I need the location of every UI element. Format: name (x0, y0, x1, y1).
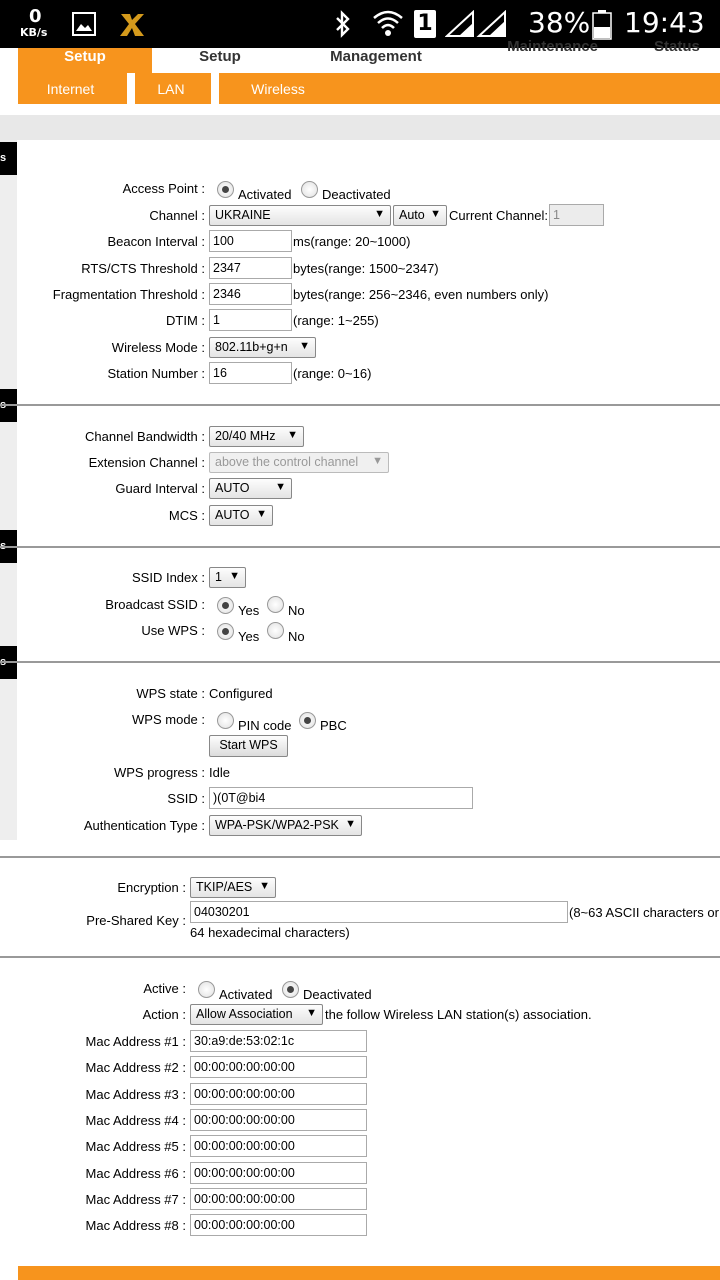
rts-threshold-input[interactable]: 2347 (209, 257, 292, 279)
mac-address-input[interactable]: 00:00:00:00:00:00 (190, 1162, 367, 1184)
broadcast-ssid-yes-label: Yes (238, 603, 260, 618)
chevron-down-icon: ▼ (345, 818, 356, 830)
mac-filter-deactivated-label: Deactivated (303, 987, 372, 1002)
mcs-select[interactable] (209, 505, 273, 526)
psk-label: Pre-Shared Key : (86, 913, 186, 928)
ssid-label: SSID : (167, 791, 205, 806)
channel-mode-select[interactable] (393, 205, 447, 226)
subtab-lan[interactable]: LAN (157, 81, 185, 97)
extension-channel-value: above the control channel (215, 455, 359, 469)
wifi-icon (372, 9, 404, 40)
use-wps-yes-label: Yes (238, 629, 260, 644)
channel-label: Channel : (149, 208, 205, 223)
wps-pbc-radio[interactable] (299, 712, 316, 729)
chevron-down-icon: ▼ (299, 340, 310, 352)
mac-address-input[interactable]: 00:00:00:00:00:00 (190, 1135, 367, 1157)
broadcast-ssid-no-radio[interactable] (267, 596, 284, 613)
broadcast-ssid-label: Broadcast SSID : (105, 597, 205, 612)
wps-progress-value: Idle (209, 765, 230, 780)
extension-channel-select (209, 452, 389, 473)
guard-interval-value: AUTO (215, 481, 250, 495)
tab-setup-active[interactable]: Setup (64, 48, 106, 65)
section-divider (0, 546, 720, 548)
fragmentation-label: Fragmentation Threshold : (52, 287, 205, 302)
mac-address-input[interactable]: 00:00:00:00:00:00 (190, 1214, 367, 1236)
psk-hint-line2: 64 hexadecimal characters) (190, 925, 350, 940)
wireless-mode-value: 802.11b+g+n (215, 340, 288, 354)
subtab-wireless[interactable]: Wireless (251, 81, 305, 97)
tab-setup[interactable]: Setup (199, 48, 241, 65)
fragmentation-input[interactable]: 2346 (209, 283, 292, 305)
network-speed-unit: KB/s (20, 26, 48, 39)
access-point-label: Access Point : (122, 181, 205, 196)
mac-address-input[interactable]: 00:00:00:00:00:00 (190, 1109, 367, 1131)
channel-bandwidth-value: 20/40 MHz (215, 429, 276, 443)
chevron-down-icon: ▼ (275, 481, 286, 493)
mac-filter-action-select[interactable] (190, 1004, 323, 1025)
auth-type-value: WPA-PSK/WPA2-PSK (215, 818, 339, 832)
extension-channel-label: Extension Channel : (88, 455, 205, 470)
beacon-interval-label: Beacon Interval : (107, 234, 205, 249)
mac-address-label: Mac Address #6 : (85, 1165, 186, 1181)
broadcast-ssid-yes-radio[interactable] (217, 597, 234, 614)
wireless-mode-select[interactable] (209, 337, 316, 358)
dtim-hint: (range: 1~255) (293, 313, 379, 328)
access-point-deactivated-label: Deactivated (322, 187, 391, 202)
start-wps-button[interactable]: Start WPS (209, 735, 288, 757)
subtab-separator (211, 73, 219, 104)
battery-percent: 38% (528, 6, 591, 39)
use-wps-label: Use WPS : (141, 623, 205, 638)
wps-state-value: Configured (209, 686, 273, 701)
channel-bandwidth-select[interactable] (209, 426, 304, 447)
use-wps-yes-radio[interactable] (217, 623, 234, 640)
sim-icon (414, 10, 436, 38)
mac-address-label: Mac Address #8 : (85, 1218, 186, 1234)
wps-pbc-label: PBC (320, 718, 347, 733)
ssid-index-label: SSID Index : (132, 570, 205, 585)
channel-mode-value: Auto (399, 208, 425, 222)
subtab-internet[interactable]: Internet (46, 81, 95, 97)
chevron-down-icon: ▼ (374, 208, 385, 220)
chevron-down-icon: ▼ (229, 570, 240, 582)
dtim-label: DTIM : (166, 313, 205, 328)
tab-status[interactable]: Status (654, 38, 700, 55)
chevron-down-icon: ▼ (287, 429, 298, 441)
rts-threshold-label: RTS/CTS Threshold : (81, 261, 205, 276)
mac-address-input[interactable]: 00:00:00:00:00:00 (190, 1056, 367, 1078)
section-divider (0, 956, 720, 958)
dtim-input[interactable]: 1 (209, 309, 292, 331)
ssid-input[interactable]: )(0T@bi4 (209, 787, 473, 809)
channel-country-value: UKRAINE (215, 208, 271, 222)
header-band (0, 115, 720, 140)
encryption-label: Encryption : (117, 880, 186, 895)
mac-filter-action-hint: the follow Wireless LAN station(s) association. (325, 1007, 592, 1022)
use-wps-no-radio[interactable] (267, 622, 284, 639)
mcs-label: MCS : (168, 508, 205, 523)
mac-address-label: Mac Address #2 : (85, 1060, 186, 1076)
image-icon (72, 12, 96, 39)
chevron-down-icon: ▼ (430, 208, 441, 220)
mcs-value: AUTO (215, 508, 250, 522)
mac-filter-activated-radio[interactable] (198, 981, 215, 998)
beacon-interval-hint: ms(range: 20~1000) (293, 234, 411, 249)
ssid-index-value: 1 (215, 570, 222, 584)
footer-bar (18, 1266, 720, 1280)
chevron-down-icon: ▼ (306, 1007, 317, 1019)
mac-address-label: Mac Address #3 : (85, 1086, 186, 1102)
encryption-select[interactable] (190, 877, 276, 898)
mac-address-input[interactable]: 30:a9:de:53:02:1c (190, 1030, 367, 1052)
station-number-input[interactable]: 16 (209, 362, 292, 384)
access-point-activated-label: Activated (238, 187, 292, 202)
chevron-down-icon: ▼ (259, 880, 270, 892)
station-number-hint: (range: 0~16) (293, 366, 372, 381)
network-speed-value: 0 (29, 6, 42, 27)
guard-interval-select[interactable] (209, 478, 292, 499)
mac-filter-action-label: Action : (142, 1007, 186, 1022)
section-divider (0, 404, 720, 406)
subtab-separator (127, 73, 135, 104)
mac-filter-activated-label: Activated (219, 987, 273, 1002)
use-wps-no-label: No (288, 629, 305, 644)
mac-filter-active-label: Active : (143, 981, 186, 996)
clock: 19:43 (624, 6, 705, 39)
guard-interval-label: Guard Interval : (115, 481, 205, 496)
section-divider (0, 661, 720, 663)
bluetooth-icon (333, 10, 353, 41)
wps-mode-label: WPS mode : (132, 712, 205, 727)
mac-filter-deactivated-radio[interactable] (282, 981, 299, 998)
ssid-index-select[interactable] (209, 567, 246, 588)
wps-pin-code-label: PIN code (238, 718, 292, 733)
rts-threshold-hint: bytes(range: 1500~2347) (293, 261, 439, 276)
channel-country-select[interactable] (209, 205, 391, 226)
mac-address-label: Mac Address #4 : (85, 1112, 186, 1128)
access-point-activated-radio[interactable] (217, 181, 234, 198)
auth-type-label: Authentication Type : (83, 818, 205, 833)
section-title-stub: s (0, 142, 17, 175)
chevron-down-icon: ▼ (256, 508, 267, 520)
mac-address-input[interactable]: 00:00:00:00:00:00 (190, 1083, 367, 1105)
access-point-deactivated-radio[interactable] (301, 181, 318, 198)
broadcast-ssid-no-label: No (288, 603, 305, 618)
auth-type-select[interactable] (209, 815, 362, 836)
mac-filter-action-value: Allow Association (196, 1007, 293, 1021)
mac-address-input[interactable]: 00:00:00:00:00:00 (190, 1188, 367, 1210)
mac-address-label: Mac Address #1 : (85, 1034, 186, 1049)
wps-state-label: WPS state : (136, 686, 205, 701)
chevron-down-icon: ▼ (372, 455, 383, 467)
wps-progress-label: WPS progress : (113, 765, 205, 780)
app-x-icon (118, 10, 146, 41)
wireless-mode-label: Wireless Mode : (111, 340, 205, 355)
fragmentation-hint: bytes(range: 256~2346, even numbers only) (293, 287, 549, 302)
sidebar-strip (0, 140, 17, 840)
current-channel-field: 1 (549, 204, 604, 226)
tab-management[interactable]: Management (330, 48, 422, 65)
channel-bandwidth-label: Channel Bandwidth : (85, 429, 205, 444)
signal-icon (445, 10, 507, 41)
sub-nav (18, 73, 720, 104)
wps-pin-code-radio[interactable] (217, 712, 234, 729)
encryption-value: TKIP/AES (196, 880, 253, 894)
mac-address-label: Mac Address #7 : (85, 1191, 186, 1207)
psk-input[interactable]: 04030201 (190, 901, 568, 923)
tab-maintenance[interactable]: Maintenance (507, 38, 598, 55)
psk-hint-line1: (8~63 ASCII characters or (569, 905, 719, 920)
sim-label: 1 (417, 11, 433, 36)
station-number-label: Station Number : (107, 366, 205, 381)
mac-address-label: Mac Address #5 : (85, 1139, 186, 1155)
current-channel-label: Current Channel: (449, 208, 548, 223)
beacon-interval-input[interactable]: 100 (209, 230, 292, 252)
section-divider (0, 856, 720, 858)
